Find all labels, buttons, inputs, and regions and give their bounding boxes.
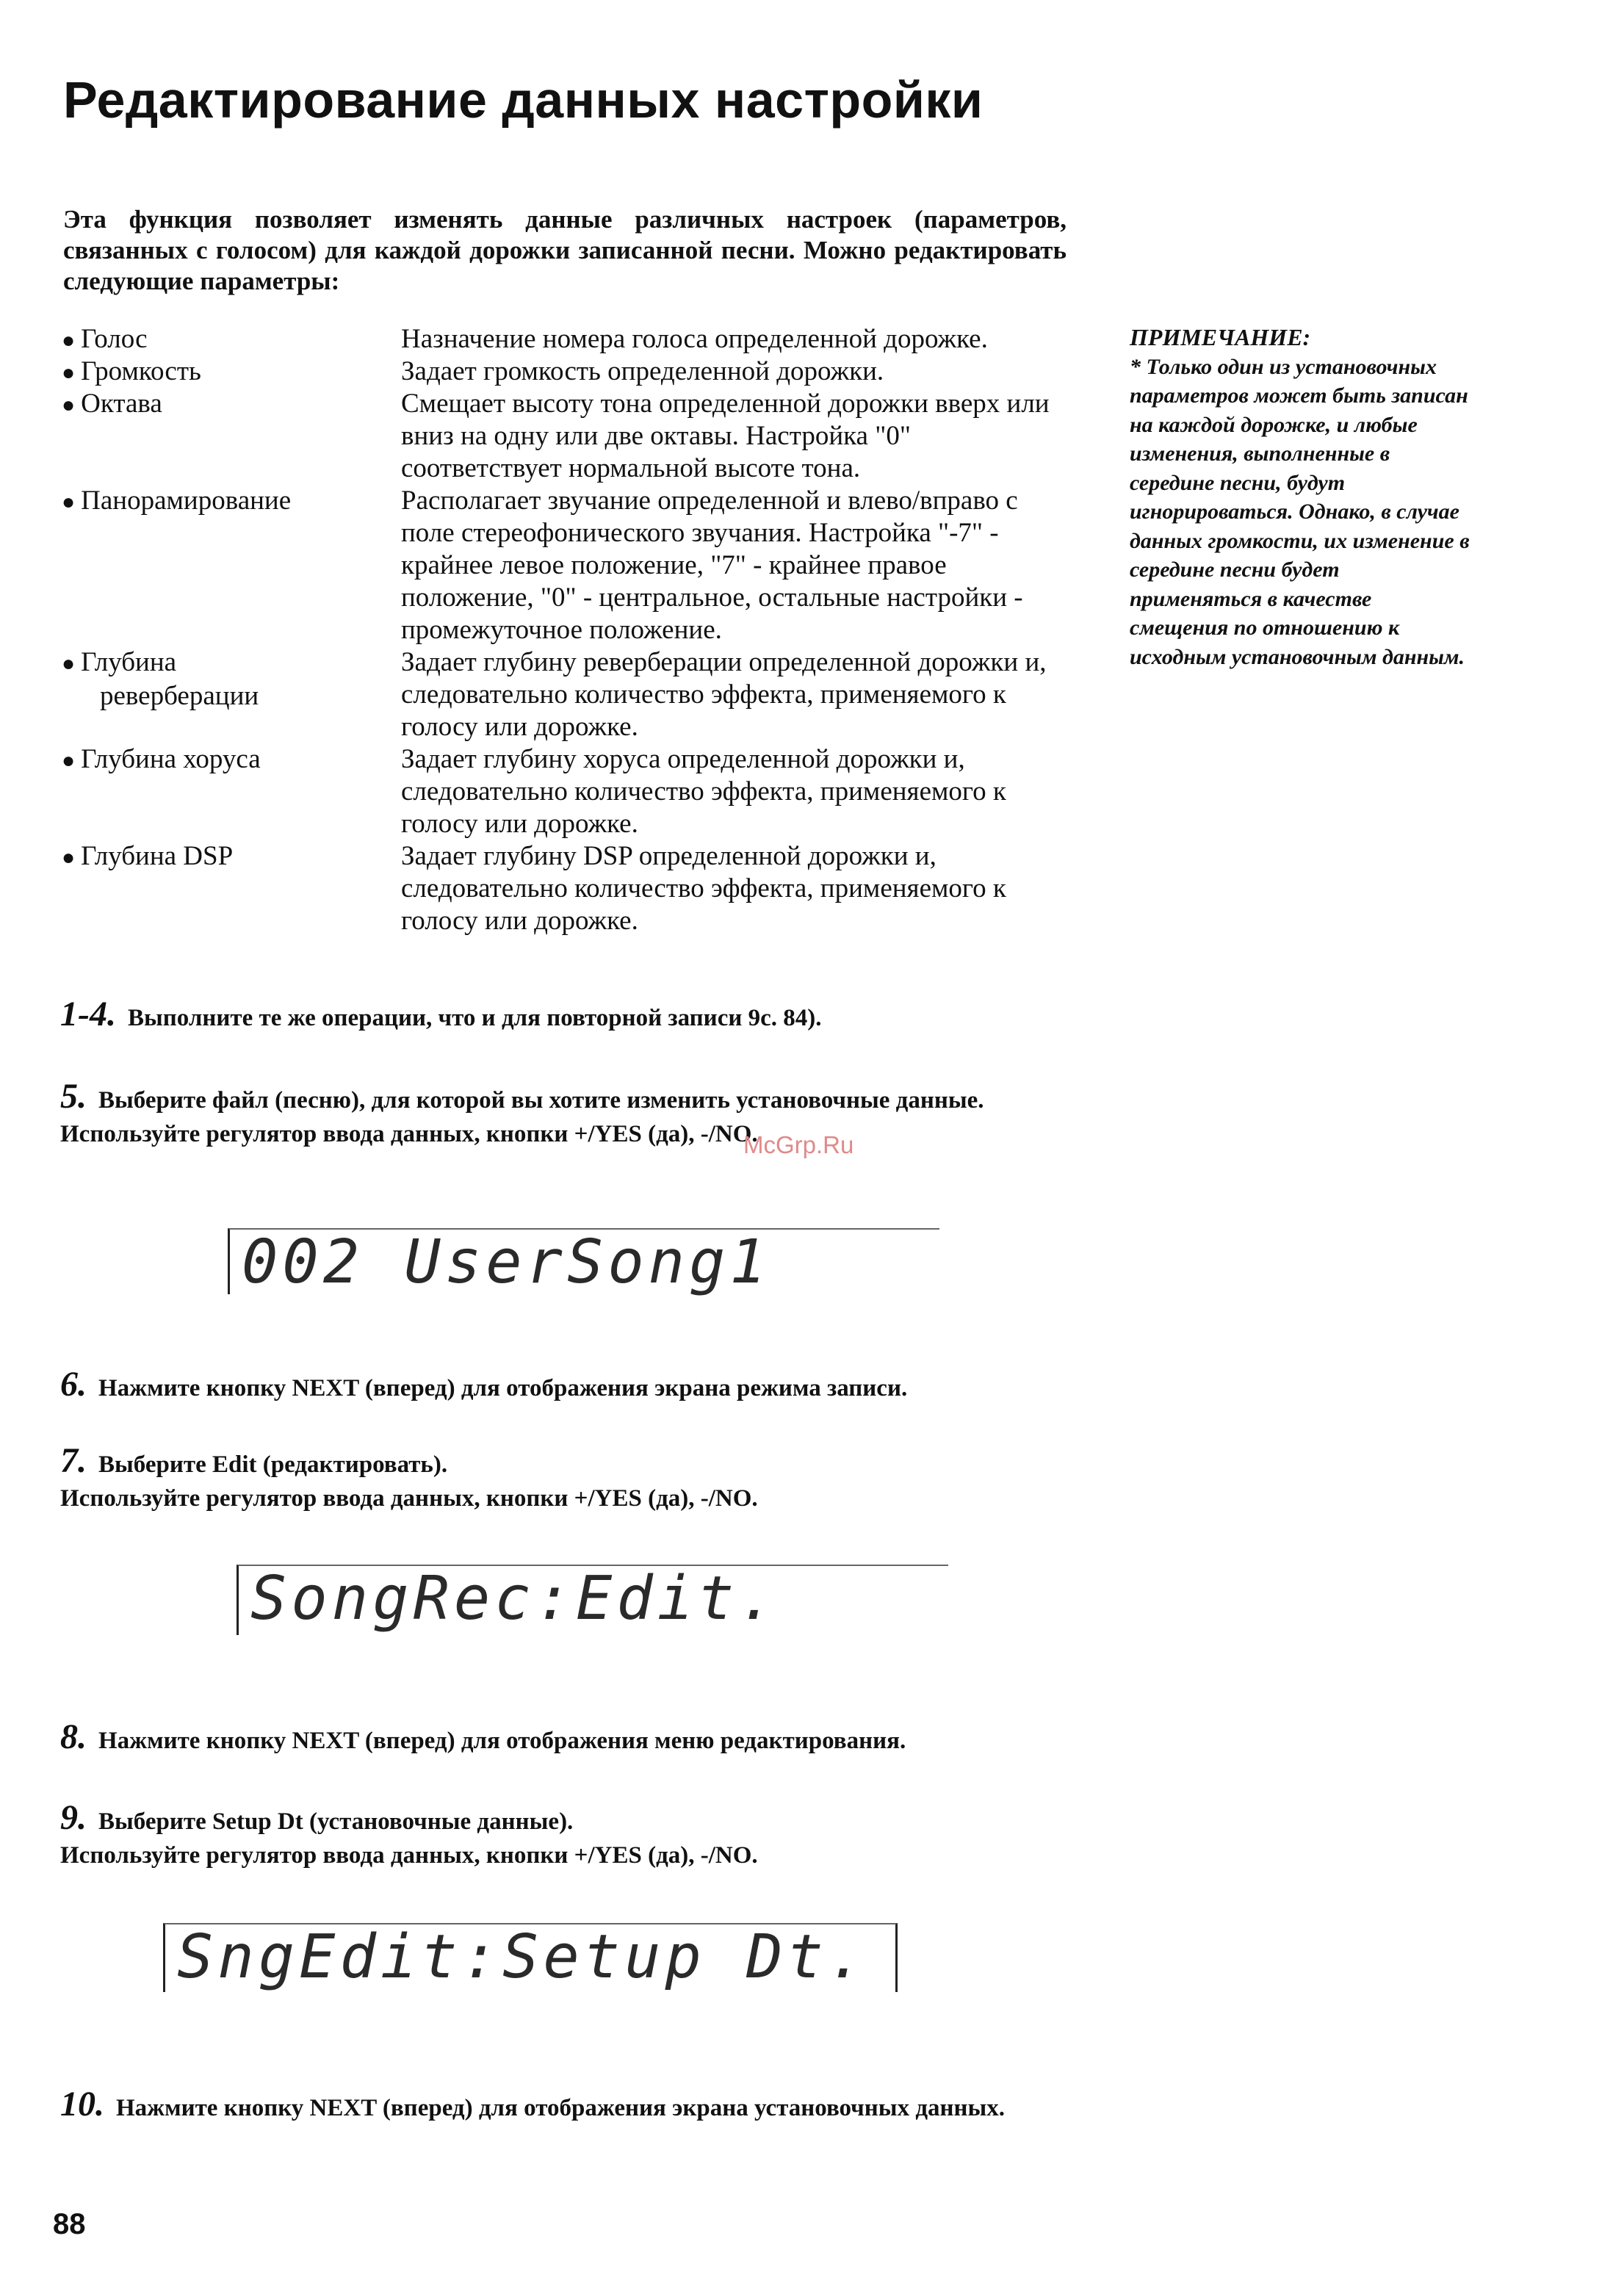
param-name-pan: ● Панорамирование — [62, 486, 292, 516]
step-number: 5. — [60, 1077, 87, 1116]
step-10: 10. Нажмите кнопку NEXT (вперед) для отображения экрана установочных данных. — [60, 2085, 1006, 2124]
step-number: 1-4. — [60, 995, 116, 1033]
param-name-octave: ● Октава — [62, 389, 162, 419]
lcd-display-song-select: 002 UserSong1 — [228, 1228, 939, 1294]
bullet-icon: ● — [62, 652, 76, 676]
side-note — [1130, 323, 1475, 671]
param-name-voice: ● Голос — [62, 324, 148, 354]
param-name-dsp: ● Глубина DSP — [62, 841, 234, 871]
note-title: ПРИМЕЧАНИЕ: — [1130, 324, 1311, 350]
step-number: 10. — [60, 2085, 104, 2124]
lcd-display-setup-dt: SngEdit:Setup Dt. — [163, 1923, 898, 1992]
step-number: 7. — [60, 1441, 87, 1480]
param-desc-volume: Задает громкость определенной дорожки. — [401, 356, 884, 386]
intro-paragraph: Эта функция позволяет изменять данные различных настроек (параметров, связанных с голосом) для каждой дорожки записанной песни. Можно редактировать следующие параметры: — [63, 205, 1067, 295]
bullet-icon: ● — [62, 361, 76, 385]
page-number: 88 — [53, 2208, 86, 2240]
param-name-reverb: ● Глубина реверберации — [62, 647, 259, 711]
param-desc-voice: Назначение номера голоса определенной дорожке. — [401, 324, 988, 354]
step-5: 5. Выберите файл (песню), для которой вы хотите изменить установочные данные. Используйте регулятор ввода данных, кнопки +/YES (да), -/NO. — [60, 1077, 984, 1147]
param-name-chorus: ● Глубина хоруса — [62, 744, 261, 774]
bullet-icon: ● — [62, 328, 76, 353]
step-number: 8. — [60, 1717, 87, 1756]
bullet-icon: ● — [62, 748, 76, 773]
note-text: * Только один из установочных параметров может быть записан на каждой дорожке, и любые изменения, выполненные в середине песни, будут игнорироваться. Однако, в случае данных громкости, их изменение в середине песни будет применяться в качестве смещения по отношению к исходным установочным данным. — [1130, 354, 1470, 669]
param-name-volume: ● Громкость — [62, 356, 201, 386]
param-desc-octave: Смещает высоту тона определенной дорожки вверх или вниз на одну или две октавы. Настройка "0" соответствует нормальной высоте тона. — [401, 389, 1050, 483]
param-desc-chorus: Задает глубину хоруса определенной дорожки и, следовательно количество эффекта, применяемого к голосу или дорожке. — [401, 744, 1006, 839]
bullet-icon: ● — [62, 393, 76, 417]
lcd-display-song-rec-edit: SongRec:Edit. — [237, 1565, 948, 1635]
step-8: 8. Нажмите кнопку NEXT (вперед) для отображения меню редактирования. — [60, 1717, 906, 1756]
param-desc-pan: Располагает звучание определенной и влево/вправо с поле стереофонического звучания. Настройка "-7" - крайнее левое положение, "7" - крайнее правое положение, "0" - центральное, остальные настройки - промежуточное положение. — [401, 486, 1023, 645]
watermark: McGrp.Ru — [743, 1131, 854, 1158]
step-1-4: 1-4. Выполните те же операции, что и для повторной записи 9с. 84). — [60, 995, 822, 1033]
page-title: Редактирование данных настройки — [63, 71, 984, 129]
bullet-icon: ● — [62, 845, 76, 870]
bullet-icon: ● — [62, 490, 76, 514]
step-7: 7. Выберите Edit (редактировать). Используйте регулятор ввода данных, кнопки +/YES (да), -/NO. — [60, 1441, 758, 1512]
param-desc-dsp: Задает глубину DSP определенной дорожки и, следовательно количество эффекта, применяемого к голосу или дорожке. — [401, 841, 1006, 936]
step-6: 6. Нажмите кнопку NEXT (вперед) для отображения экрана режима записи. — [60, 1365, 908, 1404]
step-9: 9. Выберите Setup Dt (установочные данные). Используйте регулятор ввода данных, кнопки +/YES (да), -/NO. — [60, 1798, 758, 1869]
step-number: 6. — [60, 1365, 87, 1404]
param-desc-reverb: Задает глубину реверберации определенной дорожки и, следовательно количество эффекта, применяемого к голосу или дорожке. — [401, 647, 1047, 742]
step-number: 9. — [60, 1798, 87, 1837]
